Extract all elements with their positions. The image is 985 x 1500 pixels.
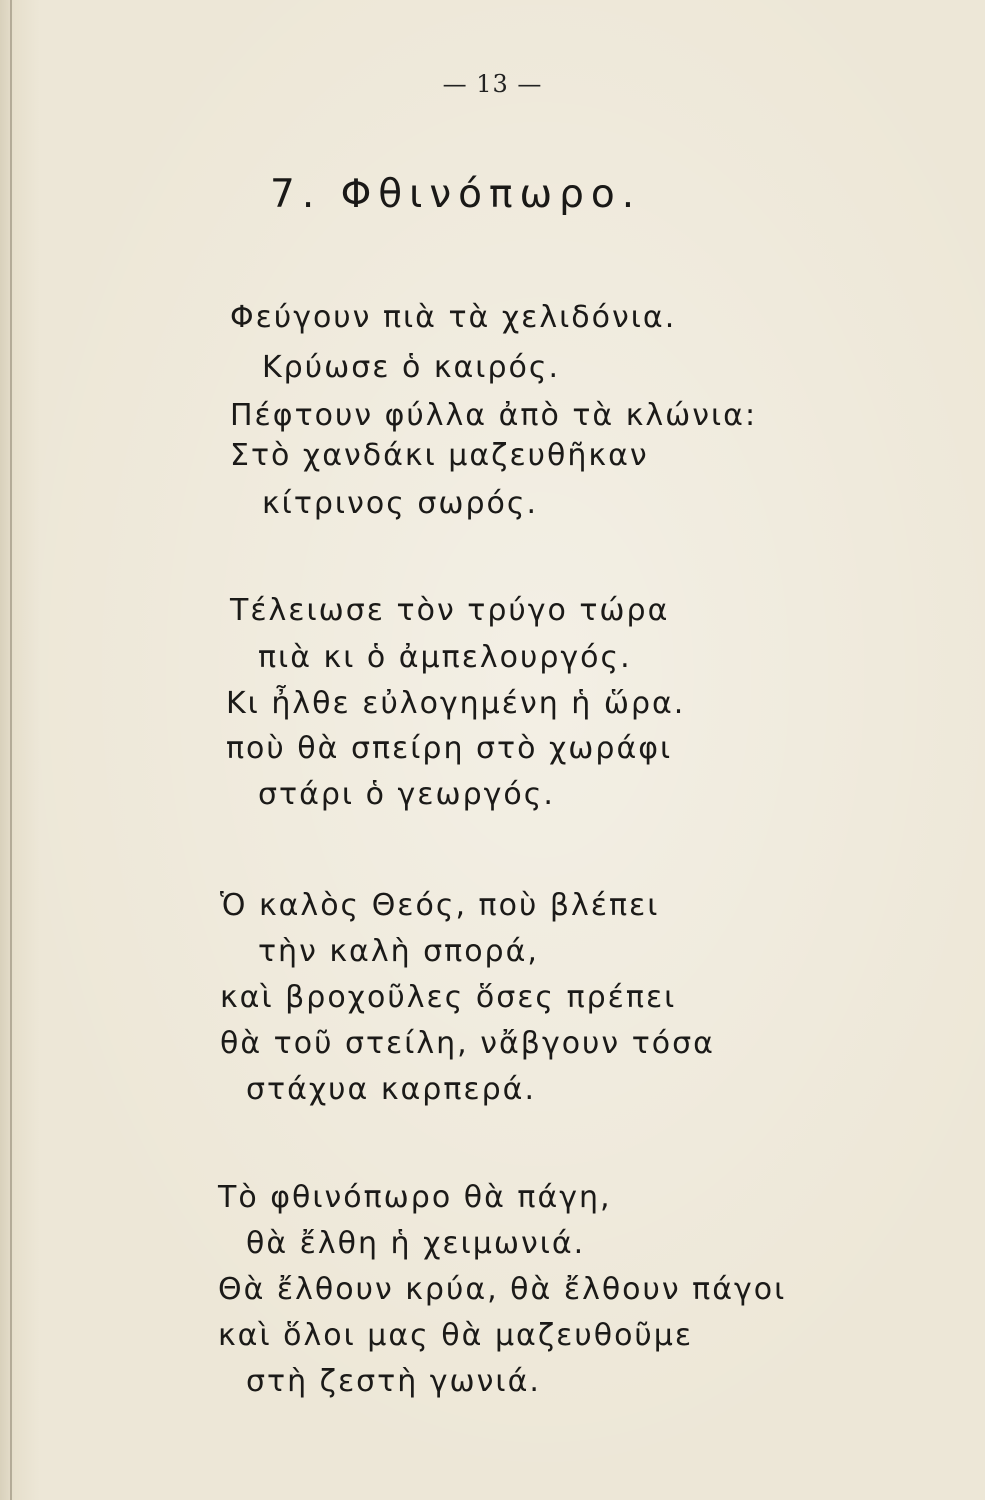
poem-line: τὴν καλὴ σπορά, bbox=[258, 934, 539, 969]
poem-line: Κι ἦλθε εὐλογημένη ἡ ὥρα. bbox=[226, 686, 686, 721]
poem-title: 7. Φθινόπωρο. bbox=[270, 172, 642, 217]
poem-line: Φεύγουν πιὰ τὰ χελιδόνια. bbox=[230, 300, 677, 335]
poem-line: στὴ ζεστὴ γωνιά. bbox=[246, 1364, 541, 1399]
poem-line: Θὰ ἔλθουν κρύα, θὰ ἔλθουν πάγοι bbox=[218, 1272, 787, 1307]
poem-line: κίτρινος σωρός. bbox=[262, 486, 539, 521]
poem-line: καὶ ὅλοι μας θὰ μαζευθοῦμε bbox=[218, 1318, 694, 1353]
poem-line: στάρι ὁ γεωργός. bbox=[258, 777, 555, 812]
poem-line: θὰ ἔλθη ἡ χειμωνιά. bbox=[246, 1226, 586, 1261]
poem-line: Κρύωσε ὁ καιρός. bbox=[262, 350, 561, 385]
poem-line: Στὸ χανδάκι μαζευθῆκαν bbox=[230, 438, 649, 473]
poem-line: πιὰ κι ὁ ἀμπελουργός. bbox=[258, 640, 632, 675]
poem-line: ποὺ θὰ σπείρη στὸ χωράφι bbox=[226, 731, 673, 766]
poem-line: καὶ βροχοῦλες ὅσες πρέπει bbox=[220, 980, 677, 1015]
poem-line: στάχυα καρπερά. bbox=[246, 1072, 536, 1107]
page-number: — 13 — bbox=[442, 70, 543, 98]
poem-line: Πέφτουν φύλλα ἀπὸ τὰ κλώνια: bbox=[230, 398, 758, 433]
poem-line: Τὸ φθινόπωρο θὰ πάγη, bbox=[218, 1180, 612, 1215]
poem-line: Τέλειωσε τὸν τρύγο τώρα bbox=[230, 593, 670, 628]
poem-line: θὰ τοῦ στείλη, νἄβγουν τόσα bbox=[220, 1026, 715, 1061]
poem-line: Ὁ καλὸς Θεός, ποὺ βλέπει bbox=[220, 888, 660, 923]
